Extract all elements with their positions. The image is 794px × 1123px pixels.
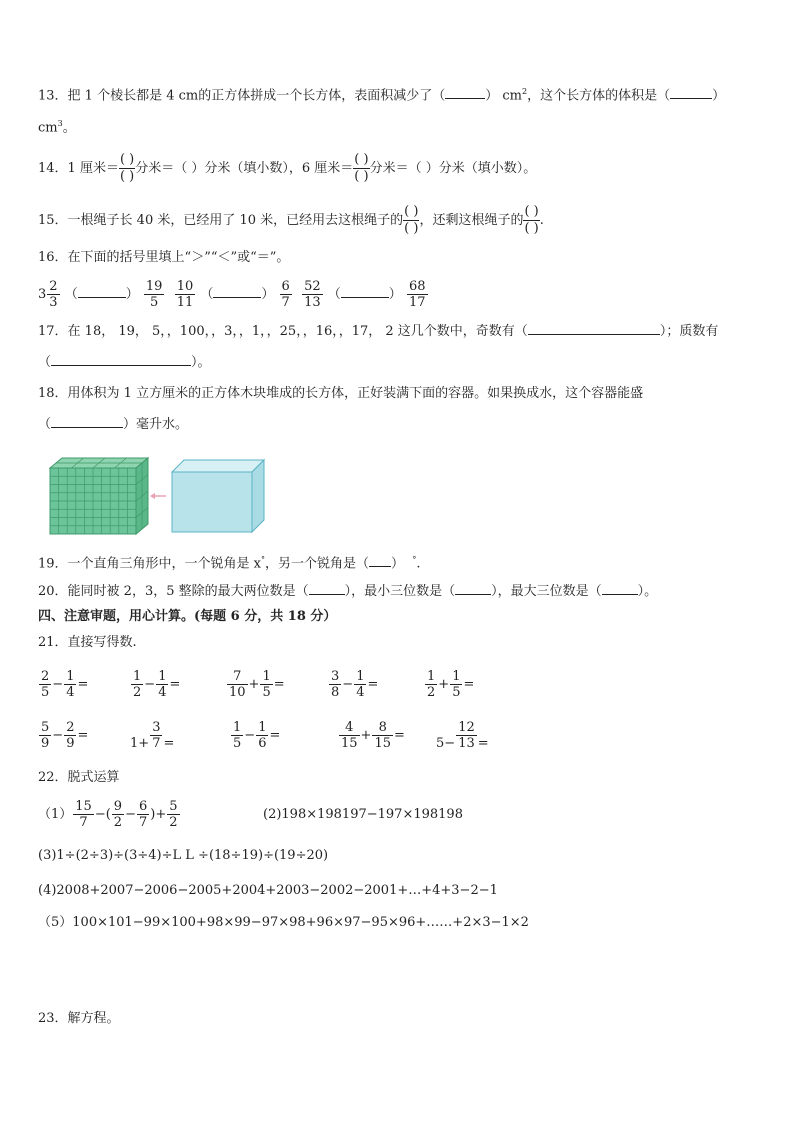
q14-part4: 分米＝（ ）分米（填小数）。: [369, 161, 537, 176]
q13-text-f: 。: [62, 120, 76, 136]
q20-blank-3[interactable]: [602, 582, 638, 595]
q14-part3: 6 厘米＝: [301, 161, 354, 176]
question-17-cont: （ ）。: [38, 355, 211, 370]
question-22-title: 22．脱式运算: [38, 770, 120, 785]
q16-blank-2[interactable]: [213, 285, 261, 298]
question-23: 23．解方程。: [38, 1011, 120, 1026]
q13-text-b: ） cm: [485, 88, 522, 104]
q16-fraction-5: $\frac{52}{13}$: [304, 279, 321, 310]
question-13: [38, 83, 725, 105]
q13-sup2: 3: [57, 119, 63, 128]
q18-blank[interactable]: [51, 415, 123, 428]
q14-num: 14．: [38, 161, 68, 176]
q15-part3: .: [539, 213, 544, 228]
question-19: 19．一个直角三角形中，一个锐角是 x°，另一个锐角是（ ） °.: [38, 555, 421, 572]
question-18: 18．用体积为 1 立方厘米的正方体木块堆成的长方体，正好装满下面的容器。如果换成水，这个容器能盛: [38, 386, 644, 401]
section-4-heading: 四、注意审题，用心计算。(每题 6 分，共 18 分）: [38, 609, 337, 624]
q21-item-1: $\frac{2}{5}$ − $\frac{1}{4}$ =: [41, 669, 89, 700]
q16-blank-3[interactable]: [341, 285, 389, 298]
question-16-title: 16．在下面的括号里填上“＞”“＜”或“＝”。: [38, 250, 290, 265]
q21-item-10: 5− $\frac{12}{13}$ =: [436, 720, 489, 751]
q21-item-3: $\frac{7}{10}$ + $\frac{1}{5}$ =: [229, 669, 285, 700]
question-17: 17．在 18， 19， 5，，100，，3，，1，，25，，16，，17， 2 这几个数中，奇数有（ ）；质数有: [38, 324, 719, 339]
q18-figure: [44, 450, 284, 546]
q21-row-2: [38, 720, 758, 760]
q21-item-4: $\frac{3}{8}$ − $\frac{1}{4}$ =: [331, 669, 379, 700]
container-box-image: [172, 460, 264, 532]
q13-text-e: cm: [38, 120, 58, 136]
q14-fraction-2[interactable]: ( ) ( ): [354, 152, 369, 184]
q14-part2: 分米＝（ ）分米（填小数），: [135, 161, 302, 176]
q21-row-1: [38, 669, 758, 709]
q20-blank-1[interactable]: [309, 582, 345, 595]
q15-fraction-1[interactable]: ( ) ( ): [404, 204, 419, 236]
q22-problem-2: (2)198×198197−197×198198: [263, 807, 463, 822]
q14-part1: 1 厘米＝: [67, 161, 119, 176]
question-18-cont: （ ）毫升水。: [38, 417, 189, 432]
q15-fraction-2[interactable]: ( ) ( ): [524, 204, 539, 236]
q15-part1: 15．一根绳子长 40 米，已经用了 10 米，已经用去这根绳子的: [38, 213, 404, 228]
q16-fraction-2: $\frac{19}{5}$: [145, 279, 163, 310]
q13-text-a: 13．把 1 个棱长都是 4 cm的正方体拼成一个长方体，表面积减少了（: [38, 88, 446, 104]
q20-blank-2[interactable]: [455, 582, 491, 595]
q22-problem-5: （5）100×101−99×100+98×99−97×98+96×97−95×96+……+2×3−1×2: [38, 915, 529, 930]
q13-text-d: ）: [712, 88, 726, 104]
q13-blank-1[interactable]: [445, 86, 485, 99]
question-13-cont: [38, 115, 76, 137]
q22-problem-3: (3)1÷(2÷3)÷(3÷4)÷L L ÷(18÷19)÷(19÷20): [38, 848, 329, 863]
q22-problem-1: （1） $\frac{15}{7}$ −( $\frac{9}{2}$ − $\frac{6}{7}$ )+ $\frac{5}{2}$: [38, 799, 178, 830]
q21-item-5: $\frac{1}{2}$ + $\frac{1}{5}$ =: [427, 669, 475, 700]
q17-blank-prime[interactable]: [51, 353, 191, 366]
arrow-icon: [150, 493, 166, 499]
q13-sup: 2: [521, 87, 528, 96]
q16-fraction-3: $\frac{10}{11}$: [176, 279, 194, 310]
q16-blank-1[interactable]: [78, 285, 126, 298]
q16-fraction-4: $\frac{6}{7}$: [281, 279, 290, 310]
question-21-title: 21．直接写得数.: [38, 635, 137, 650]
q14-fraction-1[interactable]: ( ) ( ): [119, 152, 135, 184]
q16-whole: 3: [38, 287, 47, 302]
q16-fraction-6: $\frac{68}{17}$: [408, 279, 426, 310]
q15-part2: ，还剩这根绳子的: [419, 213, 524, 228]
q21-item-2: $\frac{1}{2}$ − $\frac{1}{4}$ =: [133, 669, 181, 700]
stacked-cubes-image: [50, 458, 148, 534]
question-15: [38, 203, 544, 239]
q21-item-8: $\frac{1}{5}$ − $\frac{1}{6}$ =: [233, 720, 281, 751]
q13-text-c: ，这个长方体的体积是（: [527, 88, 671, 104]
q21-item-7: 1+ $\frac{3}{7}$ =: [130, 720, 175, 751]
q13-blank-2[interactable]: [670, 86, 712, 99]
q16-fraction-1: $\frac{2}{3}$: [49, 279, 58, 310]
question-20: 20．能同时被 2，3，5 整除的最大两位数是（ ），最小三位数是（ ），最大三位数是（ ）。: [38, 584, 658, 599]
q21-item-6: $\frac{5}{9}$ − $\frac{2}{9}$ =: [41, 720, 89, 751]
q19-blank[interactable]: [369, 554, 391, 567]
q22-problem-4: (4)2008+2007−2006−2005+2004+2003−2002−2001+…+4+3−2−1: [38, 883, 498, 898]
q17-blank-odd[interactable]: [528, 322, 660, 335]
q21-item-9: $\frac{4}{15}$ + $\frac{8}{15}$ =: [341, 720, 405, 751]
question-14: [38, 149, 536, 189]
question-16-row: 3 $\frac{2}{3}$ （ ） $\frac{19}{5}$ $\frac{10}{11}$ （ ） $\frac{6}{7}$ $\frac{52}{13}$ （ ） $\frac{68}{17}$: [38, 279, 426, 310]
